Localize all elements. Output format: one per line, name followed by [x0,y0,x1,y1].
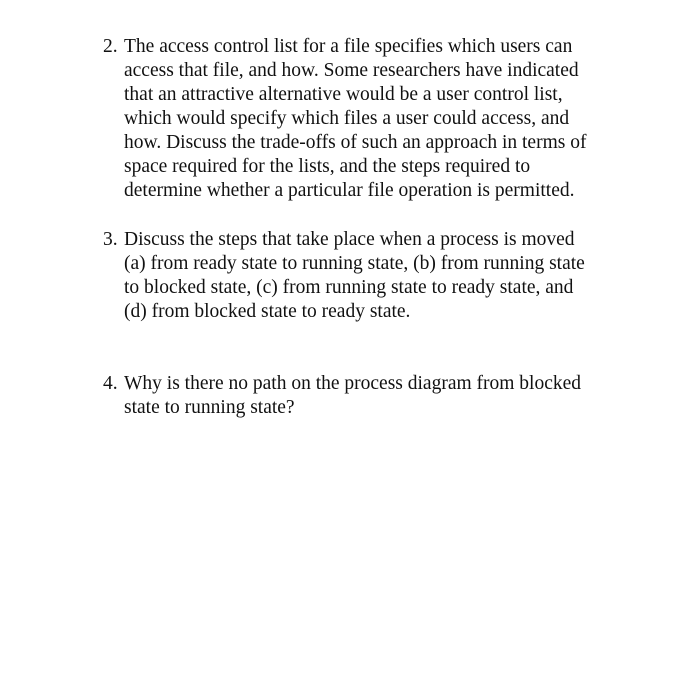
question-text-line: to blocked state, (c) from running state to ready state, and [124,277,574,298]
question-text-line: which would specify which files a user could access, and [124,108,570,129]
question-text-line: how. Discuss the trade-offs of such an approach in terms of [124,132,587,153]
question-text-line: (d) from blocked state to ready state. [124,301,411,322]
question-text-line: Discuss the steps that take place when a process is moved [124,229,575,250]
question-text-line: Why is there no path on the process diagram from blocked [124,373,582,394]
question-number: 4. [103,373,118,394]
question-text-line: (a) from ready state to running state, (b) from running state [124,253,585,274]
question-text-line: The access control list for a file specifies which users can [124,36,573,57]
question-text-line: that an attractive alternative would be a user control list, [124,84,563,105]
question-text-line: determine whether a particular file operation is permitted. [124,180,575,201]
question-text-line: space required for the lists, and the steps required to [124,156,531,177]
question-text-line: access that file, and how. Some researchers have indicated [124,60,579,81]
question-text-line: state to running state? [124,397,295,418]
question-number: 2. [103,36,118,57]
question-number: 3. [103,229,118,250]
